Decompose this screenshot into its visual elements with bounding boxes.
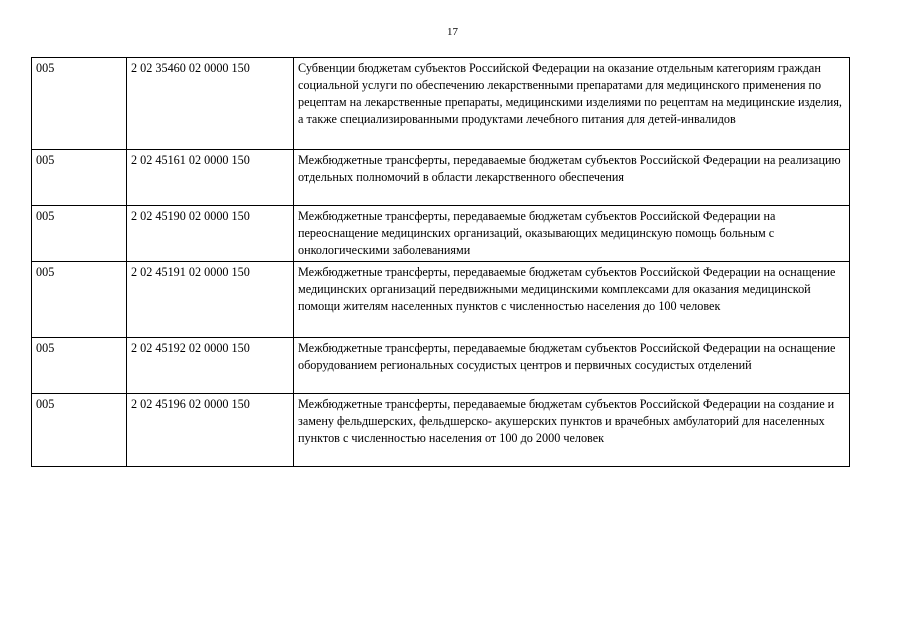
table-row (32, 262, 850, 338)
admin-code-cell: 005 (32, 262, 127, 338)
revenue-name-cell: Субвенции бюджетам субъектов Российской Федерации на оказание отдельным категориям граждан социальной услуги по обеспечению лекарственными препаратами для медицинского применения по рецептам на лекарственные препараты, медицинскими изделиями по рецептам на медицинские изделия, а также специализированными продуктами лечебного питания для детей-инвалидов (294, 58, 850, 150)
admin-code-cell: 005 (32, 338, 127, 394)
table-row (32, 394, 850, 467)
revenue-name-cell: Межбюджетные трансферты, передаваемые бюджетам субъектов Российской Федерации на оснащение оборудованием региональных сосудистых центров и первичных сосудистых отделений (294, 338, 850, 394)
budget-classification-code-cell: 2 02 45161 02 0000 150 (127, 150, 294, 206)
admin-code-cell: 005 (32, 58, 127, 150)
table-row (32, 338, 850, 394)
budget-classification-code-cell: 2 02 45190 02 0000 150 (127, 206, 294, 262)
admin-code-cell: 005 (32, 394, 127, 467)
admin-code-cell: 005 (32, 206, 127, 262)
budget-classification-code-cell: 2 02 35460 02 0000 150 (127, 58, 294, 150)
table-row (32, 150, 850, 206)
revenue-name-cell: Межбюджетные трансферты, передаваемые бюджетам субъектов Российской Федерации на переоснащение медицинских организаций, оказывающих медицинскую помощь больным с онкологическими заболеваниями (294, 206, 850, 262)
revenue-name-cell: Межбюджетные трансферты, передаваемые бюджетам субъектов Российской Федерации на реализацию отдельных полномочий в области лекарственного обеспечения (294, 150, 850, 206)
budget-classification-code-cell: 2 02 45196 02 0000 150 (127, 394, 294, 467)
revenue-name-cell: Межбюджетные трансферты, передаваемые бюджетам субъектов Российской Федерации на оснащение медицинских организаций передвижными медицинскими комплексами для оказания медицинской помощи жителям населенных пунктов с численностью населения до 100 человек (294, 262, 850, 338)
budget-classification-code-cell: 2 02 45191 02 0000 150 (127, 262, 294, 338)
budget-classification-code-cell: 2 02 45192 02 0000 150 (127, 338, 294, 394)
revenue-name-cell: Межбюджетные трансферты, передаваемые бюджетам субъектов Российской Федерации на создание и замену фельдшерских, фельдшерско- акушерских пунктов и врачебных амбулаторий для населенных пунктов с численностью населения от 100 до 2000 человек (294, 394, 850, 467)
admin-code-cell: 005 (32, 150, 127, 206)
page-number: 17 (447, 26, 458, 38)
table-row (32, 58, 850, 150)
table-row (32, 206, 850, 262)
budget-revenue-table (31, 57, 850, 467)
